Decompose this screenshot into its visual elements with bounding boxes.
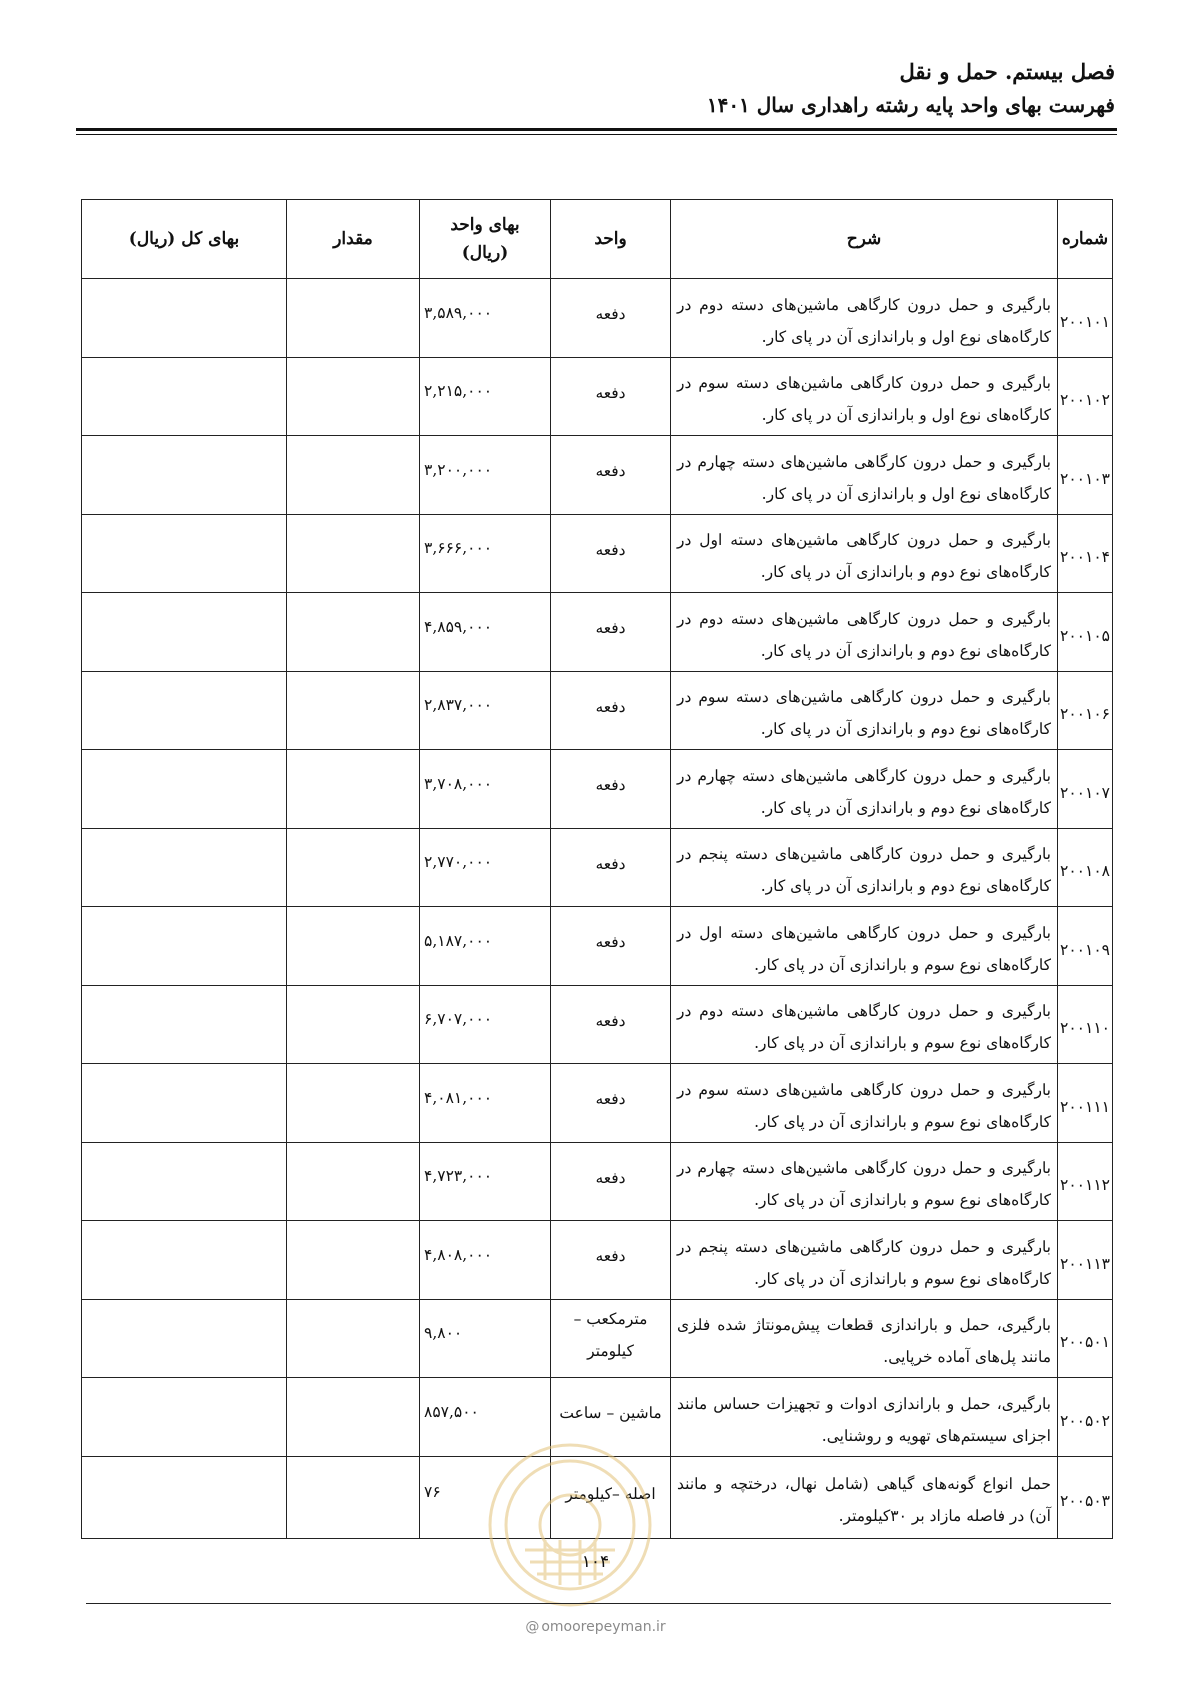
item-unit-price: ۴,۸۰۸,۰۰۰: [420, 1221, 551, 1300]
footer-rule: [86, 1603, 1111, 1604]
item-unit-price: ۳,۶۶۶,۰۰۰: [420, 514, 551, 593]
unit-price-label: بهای واحد: [450, 215, 520, 235]
item-description: بارگیری، حمل و باراندازی ادوات و تجهیزات حساس مانند اجزای سیستم‌های تهویه و روشنایی.: [671, 1378, 1058, 1457]
page-number: ۱۰۴: [581, 1552, 610, 1572]
item-description: بارگیری و حمل درون کارگاهی ماشین‌های دسته چهارم در کارگاه‌های نوع سوم و باراندازی آن در پای کار.: [671, 1142, 1058, 1221]
item-number: ۲۰۰۵۰۲: [1058, 1378, 1113, 1457]
item-quantity: [287, 593, 420, 672]
item-quantity: [287, 828, 420, 907]
table-header-row: [82, 200, 1113, 279]
site-address: omoorepeyman.ir: [541, 1619, 666, 1635]
item-quantity: [287, 1378, 420, 1457]
item-description: بارگیری و حمل درون کارگاهی ماشین‌های دسته دوم در کارگاه‌های نوع دوم و باراندازی آن در پای کار.: [671, 593, 1058, 672]
item-number: ۲۰۰۱۰۸: [1058, 828, 1113, 907]
item-quantity: [287, 1221, 420, 1300]
seal-icon: [485, 1440, 655, 1610]
item-unit-price: ۴,۰۸۱,۰۰۰: [420, 1064, 551, 1143]
item-unit-price: ۲,۷۷۰,۰۰۰: [420, 828, 551, 907]
item-unit-price: ۳,۵۸۹,۰۰۰: [420, 279, 551, 358]
item-number: ۲۰۰۵۰۳: [1058, 1456, 1113, 1538]
item-description: بارگیری و حمل درون کارگاهی ماشین‌های دسته سوم در کارگاه‌های نوع سوم و باراندازی آن در پای کار.: [671, 1064, 1058, 1143]
item-total-price: [82, 750, 287, 829]
item-number: ۲۰۰۱۰۱: [1058, 279, 1113, 358]
table-row: [82, 750, 1113, 829]
item-number: ۲۰۰۱۱۰: [1058, 985, 1113, 1064]
item-total-price: [82, 1456, 287, 1538]
item-unit: دفعه: [551, 750, 671, 829]
column-header-number: شماره: [1058, 200, 1113, 279]
item-total-price: [82, 436, 287, 515]
item-total-price: [82, 828, 287, 907]
table-row: [82, 985, 1113, 1064]
unit-price-currency: (ریال): [461, 243, 509, 263]
header-rule-thin: [76, 134, 1117, 135]
item-quantity: [287, 907, 420, 986]
item-number: ۲۰۰۱۰۷: [1058, 750, 1113, 829]
page-header: [76, 58, 1115, 120]
item-total-price: [82, 985, 287, 1064]
table-row: [82, 514, 1113, 593]
table-row: [82, 1142, 1113, 1221]
item-unit-price: ۲,۸۳۷,۰۰۰: [420, 671, 551, 750]
at-icon: @: [525, 1619, 540, 1635]
table-row: [82, 436, 1113, 515]
item-unit-price: ۶,۷۰۷,۰۰۰: [420, 985, 551, 1064]
table-row: [82, 1221, 1113, 1300]
item-total-price: [82, 907, 287, 986]
item-total-price: [82, 1142, 287, 1221]
item-number: ۲۰۰۱۱۱: [1058, 1064, 1113, 1143]
item-number: ۲۰۰۱۰۴: [1058, 514, 1113, 593]
item-number: ۲۰۰۱۱۳: [1058, 1221, 1113, 1300]
column-header-total-price: بهای کل (ریال): [82, 200, 287, 279]
item-number: ۲۰۰۱۰۶: [1058, 671, 1113, 750]
item-description: بارگیری و حمل درون کارگاهی ماشین‌های دسته اول در کارگاه‌های نوع دوم و باراندازی آن در پای کار.: [671, 514, 1058, 593]
item-description: بارگیری و حمل درون کارگاهی ماشین‌های دسته دوم در کارگاه‌های نوع سوم و باراندازی آن در پای کار.: [671, 985, 1058, 1064]
item-unit: دفعه: [551, 907, 671, 986]
item-unit-price: ۵,۱۸۷,۰۰۰: [420, 907, 551, 986]
item-quantity: [287, 1064, 420, 1143]
item-unit-price: ۴,۷۲۳,۰۰۰: [420, 1142, 551, 1221]
item-number: ۲۰۰۵۰۱: [1058, 1299, 1113, 1378]
item-total-price: [82, 514, 287, 593]
column-header-unit: واحد: [551, 200, 671, 279]
watermark-seal: [485, 1440, 655, 1610]
item-quantity: [287, 1456, 420, 1538]
item-unit: دفعه: [551, 1142, 671, 1221]
item-number: ۲۰۰۱۱۲: [1058, 1142, 1113, 1221]
item-unit: دفعه: [551, 279, 671, 358]
item-unit-price: ۷۶: [420, 1456, 551, 1538]
header-rule-thick: [76, 128, 1117, 131]
item-unit: مترمکعب – کیلومتر: [551, 1299, 671, 1378]
item-unit-price: ۴,۸۵۹,۰۰۰: [420, 593, 551, 672]
price-list-table: [81, 199, 1113, 1539]
item-description: بارگیری و حمل درون کارگاهی ماشین‌های دسته سوم در کارگاه‌های نوع دوم و باراندازی آن در پای کار.: [671, 671, 1058, 750]
item-unit-price: ۲,۲۱۵,۰۰۰: [420, 357, 551, 436]
item-number: ۲۰۰۱۰۵: [1058, 593, 1113, 672]
site-watermark: [0, 1619, 1191, 1635]
item-unit: اصله –کیلومتر: [551, 1456, 671, 1538]
column-header-quantity: مقدار: [287, 200, 420, 279]
item-unit: دفعه: [551, 1221, 671, 1300]
item-number: ۲۰۰۱۰۹: [1058, 907, 1113, 986]
item-description: حمل انواع گونه‌های گیاهی (شامل نهال، درختچه و مانند آن) در فاصله مازاد بر ۳۰کیلومتر.: [671, 1456, 1058, 1538]
item-description: بارگیری، حمل و باراندازی قطعات پیش‌مونتاژ شده فلزی مانند پل‌های آماده خرپایی.: [671, 1299, 1058, 1378]
item-total-price: [82, 357, 287, 436]
column-header-description: شرح: [671, 200, 1058, 279]
item-unit: دفعه: [551, 436, 671, 515]
item-description: بارگیری و حمل درون کارگاهی ماشین‌های دسته دوم در کارگاه‌های نوع اول و باراندازی آن در پای کار.: [671, 279, 1058, 358]
column-header-unit-price: [420, 200, 551, 279]
table-row: [82, 907, 1113, 986]
table-row: [82, 671, 1113, 750]
item-total-price: [82, 1378, 287, 1457]
item-unit: دفعه: [551, 985, 671, 1064]
item-quantity: [287, 514, 420, 593]
item-total-price: [82, 1299, 287, 1378]
item-unit: دفعه: [551, 593, 671, 672]
table-row: [82, 279, 1113, 358]
table-row: [82, 828, 1113, 907]
item-total-price: [82, 1064, 287, 1143]
item-quantity: [287, 436, 420, 515]
document-subtitle: فهرست بهای واحد پایه رشته راهداری سال ۱۴۰۱: [706, 93, 1115, 117]
item-unit-price: ۳,۲۰۰,۰۰۰: [420, 436, 551, 515]
item-unit-price: ۹,۸۰۰: [420, 1299, 551, 1378]
item-description: بارگیری و حمل درون کارگاهی ماشین‌های دسته چهارم در کارگاه‌های نوع اول و باراندازی آن در پای کار.: [671, 436, 1058, 515]
item-description: بارگیری و حمل درون کارگاهی ماشین‌های دسته پنجم در کارگاه‌های نوع سوم و باراندازی آن در پای کار.: [671, 1221, 1058, 1300]
table-row: [82, 1064, 1113, 1143]
item-unit: دفعه: [551, 514, 671, 593]
item-unit: دفعه: [551, 671, 671, 750]
item-unit: دفعه: [551, 357, 671, 436]
item-quantity: [287, 1299, 420, 1378]
item-description: بارگیری و حمل درون کارگاهی ماشین‌های دسته اول در کارگاه‌های نوع سوم و باراندازی آن در پای کار.: [671, 907, 1058, 986]
item-quantity: [287, 671, 420, 750]
item-unit-price: ۸۵۷,۵۰۰: [420, 1378, 551, 1457]
item-unit: دفعه: [551, 1064, 671, 1143]
table-row: [82, 593, 1113, 672]
item-description: بارگیری و حمل درون کارگاهی ماشین‌های دسته پنجم در کارگاه‌های نوع دوم و باراندازی آن در پای کار.: [671, 828, 1058, 907]
item-total-price: [82, 279, 287, 358]
item-unit-price: ۳,۷۰۸,۰۰۰: [420, 750, 551, 829]
item-quantity: [287, 357, 420, 436]
table-row: [82, 1299, 1113, 1378]
item-total-price: [82, 1221, 287, 1300]
item-unit: دفعه: [551, 828, 671, 907]
item-total-price: [82, 671, 287, 750]
item-description: بارگیری و حمل درون کارگاهی ماشین‌های دسته سوم در کارگاه‌های نوع اول و باراندازی آن در پای کار.: [671, 357, 1058, 436]
item-quantity: [287, 279, 420, 358]
item-description: بارگیری و حمل درون کارگاهی ماشین‌های دسته چهارم در کارگاه‌های نوع دوم و باراندازی آن در پای کار.: [671, 750, 1058, 829]
item-quantity: [287, 1142, 420, 1221]
item-unit: ماشین – ساعت: [551, 1378, 671, 1457]
item-number: ۲۰۰۱۰۲: [1058, 357, 1113, 436]
chapter-title: فصل بیستم. حمل و نقل: [899, 59, 1115, 84]
item-total-price: [82, 593, 287, 672]
item-number: ۲۰۰۱۰۳: [1058, 436, 1113, 515]
item-quantity: [287, 985, 420, 1064]
item-quantity: [287, 750, 420, 829]
table-row: [82, 357, 1113, 436]
